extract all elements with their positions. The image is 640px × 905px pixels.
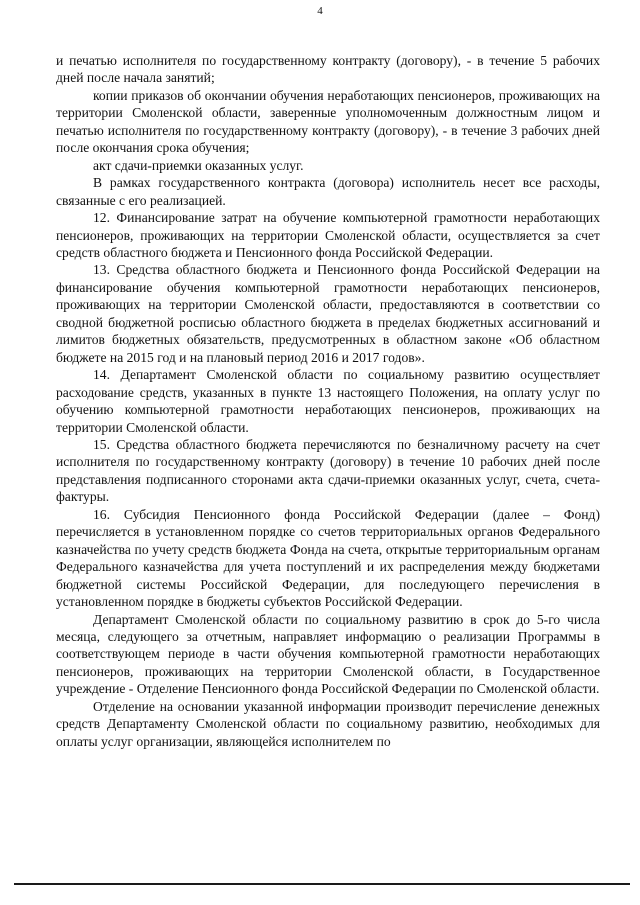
paragraph-6: 13. Средства областного бюджета и Пенсионного фонда Российской Федерации на финансирование обучения компьютерной грамотности неработающих пенсионеров, проживающих на территории Смоленской области, предоставляются в соответствии со сводной бюджетной росписью областного бюджета в пределах бюджетных ассигнований и лимитов бюджетных обязательств, предусмотренных в областном законе «Об областном бюджете на 2015 год и на плановый период 2016 и 2017 годов». [56, 262, 600, 365]
document-body [56, 52, 600, 750]
paragraph-3: акт сдачи-приемки оказанных услуг. [93, 157, 304, 173]
paragraph-8: 15. Средства областного бюджета перечисляются по безналичному расчету на счет исполнителя по государственному контракту (договору) в течение 10 рабочих дней после представления подписанного сторонами акта сдачи-приемки оказанных услуг, счета, счета-фактуры. [56, 436, 600, 505]
paragraph-11: Отделение на основании указанной информации производит перечисление денежных средств Департаменту Смоленской области по социальному развитию, необходимых для оплаты услуг организации, являющейся исполнителем по [56, 698, 600, 749]
paragraph-5: 12. Финансирование затрат на обучение компьютерной грамотности неработающих пенсионеров, проживающих на территории Смоленской области, осуществляется за счет средств областного бюджета и Пенсионного фонда Российской Федерации. [56, 210, 600, 260]
paragraph-9: 16. Субсидия Пенсионного фонда Российской Федерации (далее – Фонд) перечисляется в установленном порядке со счетов территориальных органов Федерального казначейства по учету средств бюджета Фонда на счета, открытые территориальным органам Федерального казначейства для учета поступлений и их распределения между бюджетами бюджетной системы Российской Федерации, для последующего перечисления в установленном порядке в бюджеты субъектов Российской Федерации. [56, 506, 600, 610]
paragraph-7: 14. Департамент Смоленской области по социальному развитию осуществляет расходование средств, указанных в пункте 13 настоящего Положения, на оплату услуг по обучению компьютерной грамотности неработающих пенсионеров, проживающих на территории Смоленской области. [56, 367, 600, 435]
paragraph-10: Департамент Смоленской области по социальному развитию в срок до 5-го числа месяца, следующего за отчетным, направляет информацию о реализации Программы в соответствующем периоде в части обучения компьютерной грамотности неработающих пенсионеров, проживающих на территории Смоленской области, в Государственное учреждение - Отделение Пенсионного фонда Российской Федерации по Смоленской области. [56, 611, 600, 697]
paragraph-4: В рамках государственного контракта (договора) исполнитель несет все расходы, связанные с его реализацией. [56, 175, 600, 208]
page-bottom-rule [14, 883, 630, 885]
page-number: 4 [317, 5, 323, 17]
paragraph-2: копии приказов об окончании обучения неработающих пенсионеров, проживающих на территории Смоленской области, заверенные уполномоченным должностным лицом и печатью исполнителя по государственному контракту (договору), - в течение 3 рабочих дней после окончания срока обучения; [56, 87, 600, 156]
paragraph-1: и печатью исполнителя по государственному контракту (договору), - в течение 5 рабочих дней после начала занятий; [56, 53, 600, 86]
